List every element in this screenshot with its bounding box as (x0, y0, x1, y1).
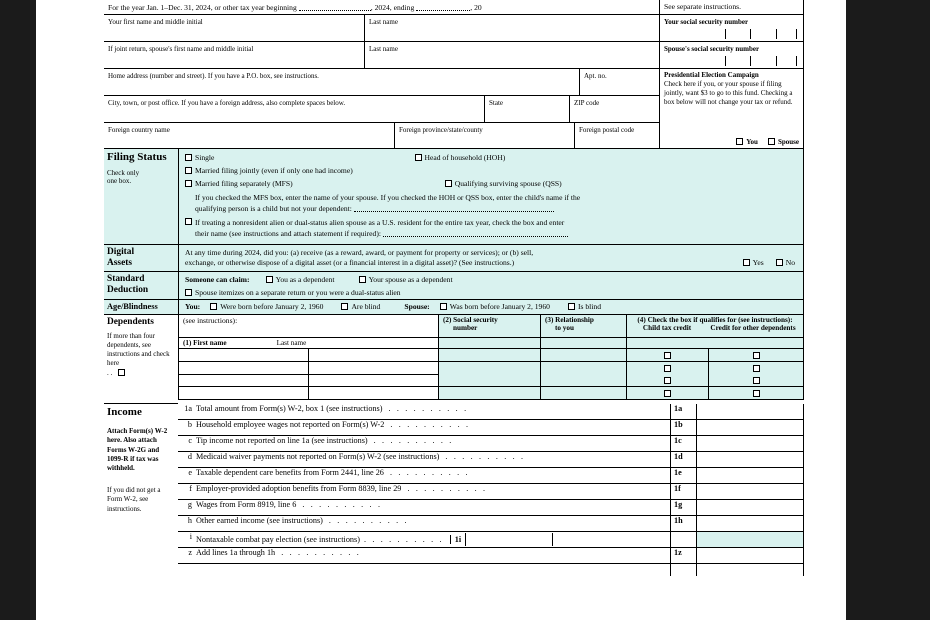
state-field[interactable]: State (484, 96, 569, 123)
income-line-1f: f Employer-provided adoption benefits from Form 8839, line 29 . . . . . . . . . . 1f (178, 484, 804, 500)
form-1040 (104, 0, 804, 576)
last-name-field[interactable]: Last name (364, 15, 659, 42)
digital-assets-label: Digital Assets (104, 245, 178, 272)
age-blindness-section (104, 300, 804, 315)
filing-single-checkbox[interactable] (185, 154, 192, 161)
filing-status-note: If you checked the MFS box, enter the name of your spouse. If you checked the HOH or QSS box, enter the child's name if the qualifying person is a child but not your dependent: (195, 193, 581, 214)
income-line-1h: h Other earned income (see instructions) . . . . . . . . . . 1h (178, 516, 804, 532)
income-line-1e: e Taxable dependent care benefits from Form 2441, line 26 . . . . . . . . . . 1e (178, 468, 804, 484)
filing-status-section (104, 149, 804, 245)
dependent-ctc-checkbox[interactable] (664, 365, 671, 372)
dependent-row (178, 362, 804, 375)
filing-status-label: Filing Status Check only one box. (104, 149, 178, 245)
spouse-name-row (104, 42, 804, 69)
more-than-four-dependents-checkbox[interactable] (118, 369, 125, 376)
income-line-1c: c Tip income not reported on line 1a (see instructions) . . . . . . . . . . 1c (178, 436, 804, 452)
income-amount-1b[interactable] (696, 420, 804, 435)
pec-you-checkbox[interactable] (736, 138, 743, 145)
dependents-name-subheader: (1) First name Last name (178, 338, 438, 349)
dependents-col3-header: (3) Relationship to you (540, 315, 626, 338)
you-born-before-checkbox[interactable] (210, 303, 217, 310)
address-block (104, 69, 659, 149)
income-amount-1f[interactable] (696, 484, 804, 499)
dependent-odc-checkbox[interactable] (753, 390, 760, 397)
city-field[interactable]: City, town, or post office. If you have a foreign address, also complete spaces below. (104, 96, 484, 123)
standard-deduction-label: Standard Deduction (104, 272, 178, 300)
dependent-row (178, 374, 804, 387)
income-amount-1i-shaded (696, 532, 804, 547)
income-line-1d: d Medicaid waiver payments not reported on Form(s) W-2 (see instructions) . . . . . . . . . . 1d (178, 452, 804, 468)
spouse-born-before-checkbox[interactable] (440, 303, 447, 310)
income-amount-1z[interactable] (696, 548, 804, 563)
dependent-relationship[interactable] (540, 349, 626, 362)
apt-no-field[interactable]: Apt. no. (579, 69, 659, 96)
income-section (104, 404, 804, 576)
dependent-first-name[interactable] (178, 387, 308, 400)
sd-itemize-checkbox[interactable] (185, 289, 192, 296)
dependent-first-name[interactable] (178, 362, 308, 375)
income-lines (178, 404, 804, 576)
dependent-relationship[interactable] (540, 362, 626, 375)
dependent-last-name[interactable] (308, 374, 438, 387)
dependent-ssn[interactable] (438, 387, 540, 400)
dependent-first-name[interactable] (178, 349, 308, 362)
dependent-ctc-checkbox[interactable] (664, 390, 671, 397)
spouse-ssn-field[interactable]: Spouse's social security number (659, 42, 804, 69)
dependent-odc-checkbox[interactable] (753, 365, 760, 372)
dependent-odc-cell (708, 374, 804, 387)
spouse-first-name-field[interactable]: If joint return, spouse's first name and middle initial (104, 42, 364, 69)
sd-you-dependent-checkbox[interactable] (266, 276, 273, 283)
digital-assets-yes-checkbox[interactable] (743, 259, 750, 266)
address-and-pec-row (104, 69, 804, 149)
dependents-ssn-subheader (438, 338, 540, 349)
income-line-1g: g Wages from Form 8919, line 6 . . . . . . . . . . 1g (178, 500, 804, 516)
dependent-last-name[interactable] (308, 387, 438, 400)
tax-year-mid: , 2024, ending (370, 3, 415, 12)
filing-mfj-checkbox[interactable] (185, 167, 192, 174)
dependent-relationship[interactable] (540, 374, 626, 387)
dependents-rel-subheader (540, 338, 626, 349)
income-line-1z: z Add lines 1a through 1h . . . . . . . . . . 1z (178, 548, 804, 564)
age-blindness-options: You: Were born before January 2, 1960 Are blind Spouse: Was born before January 2, 1960 Is blind (178, 300, 804, 315)
income-line-partial (178, 564, 804, 576)
spouse-last-name-field[interactable]: Last name (364, 42, 659, 69)
see-separate-instructions: See separate instructions. (659, 0, 804, 15)
dependent-odc-checkbox[interactable] (753, 352, 760, 359)
dependents-table (178, 315, 804, 404)
tax-year-label: For the year Jan. 1–Dec. 31, 2024, or other tax year beginning (108, 3, 297, 12)
digital-assets-section (104, 245, 804, 272)
zip-field[interactable]: ZIP code (569, 96, 659, 123)
income-line-1b: b Household employee wages not reported on Form(s) W-2 . . . . . . . . . . 1b (178, 420, 804, 436)
tax-year-row (104, 0, 804, 15)
income-amount-1a[interactable] (696, 404, 804, 419)
tax-year-end: , 20 (470, 3, 482, 12)
first-name-field[interactable]: Your first name and middle initial (104, 15, 364, 42)
dependent-ctc-checkbox[interactable] (664, 377, 671, 384)
pec-spouse-checkbox[interactable] (768, 138, 775, 145)
dependent-first-name[interactable] (178, 374, 308, 387)
income-amount-1h[interactable] (696, 516, 804, 531)
income-amount-1c[interactable] (696, 436, 804, 451)
tax-year-cell (104, 0, 659, 15)
income-amount-1e[interactable] (696, 468, 804, 483)
filing-qss-checkbox[interactable] (445, 180, 452, 187)
spouse-blind-checkbox[interactable] (568, 303, 575, 310)
dependent-odc-cell (708, 387, 804, 400)
presidential-election-campaign: Presidential Election Campaign Check here if you, or your spouse if filing jointly, want $3 to go to this fund. Checking a box below will not change your tax or refund. You Spouse (659, 69, 804, 149)
home-address-field[interactable]: Home address (number and street). If you have a P.O. box, see instructions. (104, 69, 579, 96)
income-line-1a: 1a Total amount from Form(s) W-2, box 1 (see instructions) . . . . . . . . . . 1a (178, 404, 804, 420)
dependents-label: Dependents If more than four dependents, see instructions and check here . . (104, 315, 178, 404)
standard-deduction-section (104, 272, 804, 300)
dependents-col1-header: (see instructions): (178, 315, 438, 338)
dependent-ssn[interactable] (438, 362, 540, 375)
spouse-ssn-digit-boxes (725, 56, 797, 66)
filing-mfs-checkbox[interactable] (185, 180, 192, 187)
foreign-province-field[interactable]: Foreign province/state/county (394, 123, 574, 149)
dependent-ctc-cell (626, 362, 708, 375)
dependent-ctc-cell (626, 349, 708, 362)
dependents-section (104, 315, 804, 404)
income-amount-1i[interactable] (465, 533, 553, 546)
your-ssn-field[interactable]: Your social security number (659, 15, 804, 42)
dependent-ssn[interactable] (438, 349, 540, 362)
digital-assets-no-checkbox[interactable] (776, 259, 783, 266)
dependent-ctc-cell (626, 374, 708, 387)
filing-hoh-checkbox[interactable] (415, 154, 422, 161)
filing-status-options: Single Head of household (HOH) Married filing jointly (even if only one had income) Married filing separately (MFS) Qualifying surviving spouse (QSS) If you checked the MFS box, enter the name of your spouse. If you checked the HOH or QSS box, enter the child's name if the qualifying person is a child but not your dependent: If treating a nonresident alien or dual-status alien spouse as a U.S. resident for the entire tax year, check the box and enter their name (see instructions and attach statement if required): (178, 149, 804, 245)
sd-spouse-dependent-checkbox[interactable] (359, 276, 366, 283)
right-gutter (846, 0, 930, 620)
dependent-odc-checkbox[interactable] (753, 377, 760, 384)
dependent-last-name[interactable] (308, 362, 438, 375)
ssn-digit-boxes (725, 29, 797, 39)
dependents-credit-subheader (626, 338, 804, 349)
dependent-odc-cell (708, 362, 804, 375)
income-amount-1d[interactable] (696, 452, 804, 467)
income-amount-1g[interactable] (696, 500, 804, 515)
nonresident-alien-checkbox[interactable] (185, 218, 192, 225)
you-blind-checkbox[interactable] (341, 303, 348, 310)
foreign-country-field[interactable]: Foreign country name (104, 123, 394, 149)
your-name-row (104, 15, 804, 42)
dependent-ctc-cell (626, 387, 708, 400)
digital-assets-question: At any time during 2024, did you: (a) receive (as a reward, award, or payment for property or services); or (b) sell, exchange, or otherwise dispose of a digital asset (or a financial interest in a digital asset)? (See instructions.) Yes No (178, 245, 804, 272)
dependents-col4-header: (4) Check the box if qualifies for (see instructions): Child tax credit Credit for other dependents (626, 315, 804, 338)
dependents-col2-header: (2) Social security number (438, 315, 540, 338)
dependent-last-name[interactable] (308, 349, 438, 362)
dependent-ctc-checkbox[interactable] (664, 352, 671, 359)
dependent-relationship[interactable] (540, 387, 626, 400)
income-line-1i: i Nontaxable combat pay election (see instructions) . . . . . . . . . . 1i (178, 532, 804, 548)
age-blindness-label: Age/Blindness (104, 300, 178, 315)
dependent-ssn[interactable] (438, 374, 540, 387)
income-label: Income Attach Form(s) W-2 here. Also attach Forms W-2G and 1099-R if tax was withheld. If you did not get a Form W-2, see instructions. (107, 406, 168, 513)
dependent-row (178, 387, 804, 400)
dependent-row (178, 349, 804, 362)
foreign-postal-field[interactable]: Foreign postal code (574, 123, 659, 149)
left-gutter (0, 0, 36, 620)
standard-deduction-options: Someone can claim: You as a dependent Your spouse as a dependent Spouse itemizes on a separate return or you were a dual-status alien (178, 272, 804, 300)
dependent-odc-cell (708, 349, 804, 362)
